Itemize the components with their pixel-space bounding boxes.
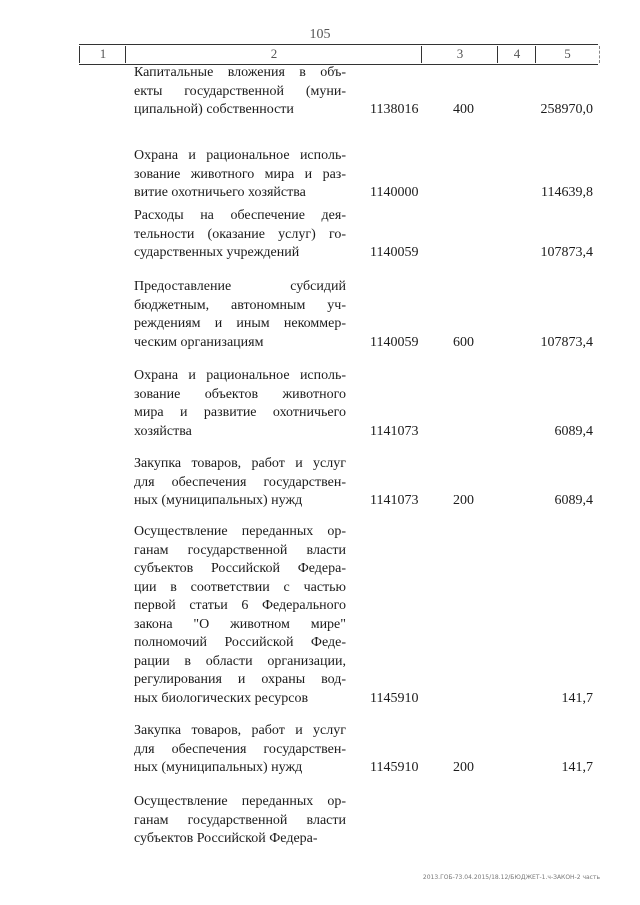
- row-description: [134, 278, 346, 352]
- row-expense-type: 600: [453, 334, 474, 350]
- header-col-5: 5: [535, 46, 600, 63]
- row-description: [134, 793, 346, 849]
- row-code: 1141073: [370, 493, 419, 508]
- row-description: [134, 207, 346, 263]
- description-line: субъектов Российской Федера-: [134, 831, 318, 846]
- header-col-3: 3: [421, 46, 498, 63]
- description-line: ции в соответствии с частью: [134, 579, 346, 595]
- row-amount: 141,7: [561, 760, 593, 775]
- description-line: субъектов Российской Федера-: [134, 561, 346, 576]
- row-code: 1140059: [370, 245, 419, 260]
- table-header: [79, 44, 598, 65]
- description-line: екты государственной (муни-: [134, 83, 346, 99]
- row-amount: 107873,4: [540, 245, 593, 260]
- description-line: Осуществление переданных ор-: [134, 794, 346, 809]
- row-code: 1141073: [370, 423, 419, 439]
- description-line: Предоставление субсидий: [134, 279, 346, 294]
- description-line: Охрана и рациональное исполь-: [134, 368, 346, 383]
- description-line: закона "О животном мире": [134, 616, 346, 632]
- row-expense-type: 400: [453, 102, 474, 117]
- description-line: зование объектов животного: [134, 386, 346, 402]
- page-number: 105: [309, 27, 331, 42]
- row-amount: 114639,8: [541, 185, 593, 200]
- row-amount: 6089,4: [554, 493, 593, 508]
- row-code: 1145910: [370, 690, 419, 706]
- description-line: Осуществление переданных ор-: [134, 524, 346, 539]
- row-code: 1140000: [370, 185, 419, 200]
- description-line: для обеспечения государствен-: [134, 741, 346, 757]
- header-col-4: 4: [497, 46, 536, 63]
- row-amount: 141,7: [561, 690, 593, 706]
- description-line: Закупка товаров, работ и услуг: [134, 723, 346, 738]
- description-line: ных биологических ресурсов: [134, 690, 309, 706]
- row-code: 1145910: [370, 760, 419, 775]
- description-line: первой статьи 6 Федерального: [134, 598, 346, 613]
- description-line: полномочий Российской Феде-: [134, 635, 346, 650]
- description-line: Расходы на обеспечение дея-: [134, 208, 346, 223]
- description-line: витие охотничьего хозяйства: [134, 185, 306, 200]
- row-amount: 6089,4: [554, 423, 593, 439]
- header-col-2: 2: [125, 46, 422, 63]
- row-code: 1140059: [370, 334, 419, 350]
- description-line: регулирования и охраны вод-: [134, 672, 346, 687]
- row-description: [134, 455, 346, 511]
- description-line: Охрана и рациональное исполь-: [134, 148, 346, 163]
- description-line: ных (муниципальных) нужд: [134, 760, 303, 775]
- description-line: тельности (оказание услуг) го-: [134, 226, 346, 242]
- row-description: [134, 523, 346, 708]
- row-amount: 107873,4: [540, 334, 593, 350]
- description-line: Капитальные вложения в объ-: [134, 65, 346, 80]
- description-line: для обеспечения государствен-: [134, 474, 346, 490]
- row-description: [134, 722, 346, 778]
- description-line: сударственных учреждений: [134, 245, 300, 260]
- description-line: ципальной) собственности: [134, 102, 294, 117]
- description-line: зование животного мира и раз-: [134, 166, 346, 182]
- row-code: 1138016: [370, 102, 419, 117]
- description-line: реждениям и иным некоммер-: [134, 316, 346, 331]
- description-line: ных (муниципальных) нужд: [134, 493, 303, 508]
- description-line: хозяйства: [134, 423, 192, 439]
- row-description: [134, 64, 346, 120]
- description-line: Закупка товаров, работ и услуг: [134, 456, 346, 471]
- description-line: ганам государственной власти: [134, 542, 346, 558]
- row-expense-type: 200: [453, 760, 474, 775]
- description-line: бюджетным, автономным уч-: [134, 297, 346, 313]
- header-col-1: 1: [79, 46, 126, 63]
- description-line: мира и развитие охотничьего: [134, 405, 346, 420]
- footer-file-path: 2013.ГОБ-73.04.2015/18.12/БЮДЖЕТ-1.ч-ЗАКОН-2 часть: [422, 874, 600, 881]
- row-amount: 258970,0: [540, 102, 593, 117]
- description-line: ганам государственной власти: [134, 812, 346, 828]
- row-expense-type: 200: [453, 493, 474, 508]
- description-line: рации в области организации,: [134, 653, 346, 669]
- description-line: ческим организациям: [134, 334, 264, 350]
- row-description: [134, 147, 346, 203]
- row-description: [134, 367, 346, 441]
